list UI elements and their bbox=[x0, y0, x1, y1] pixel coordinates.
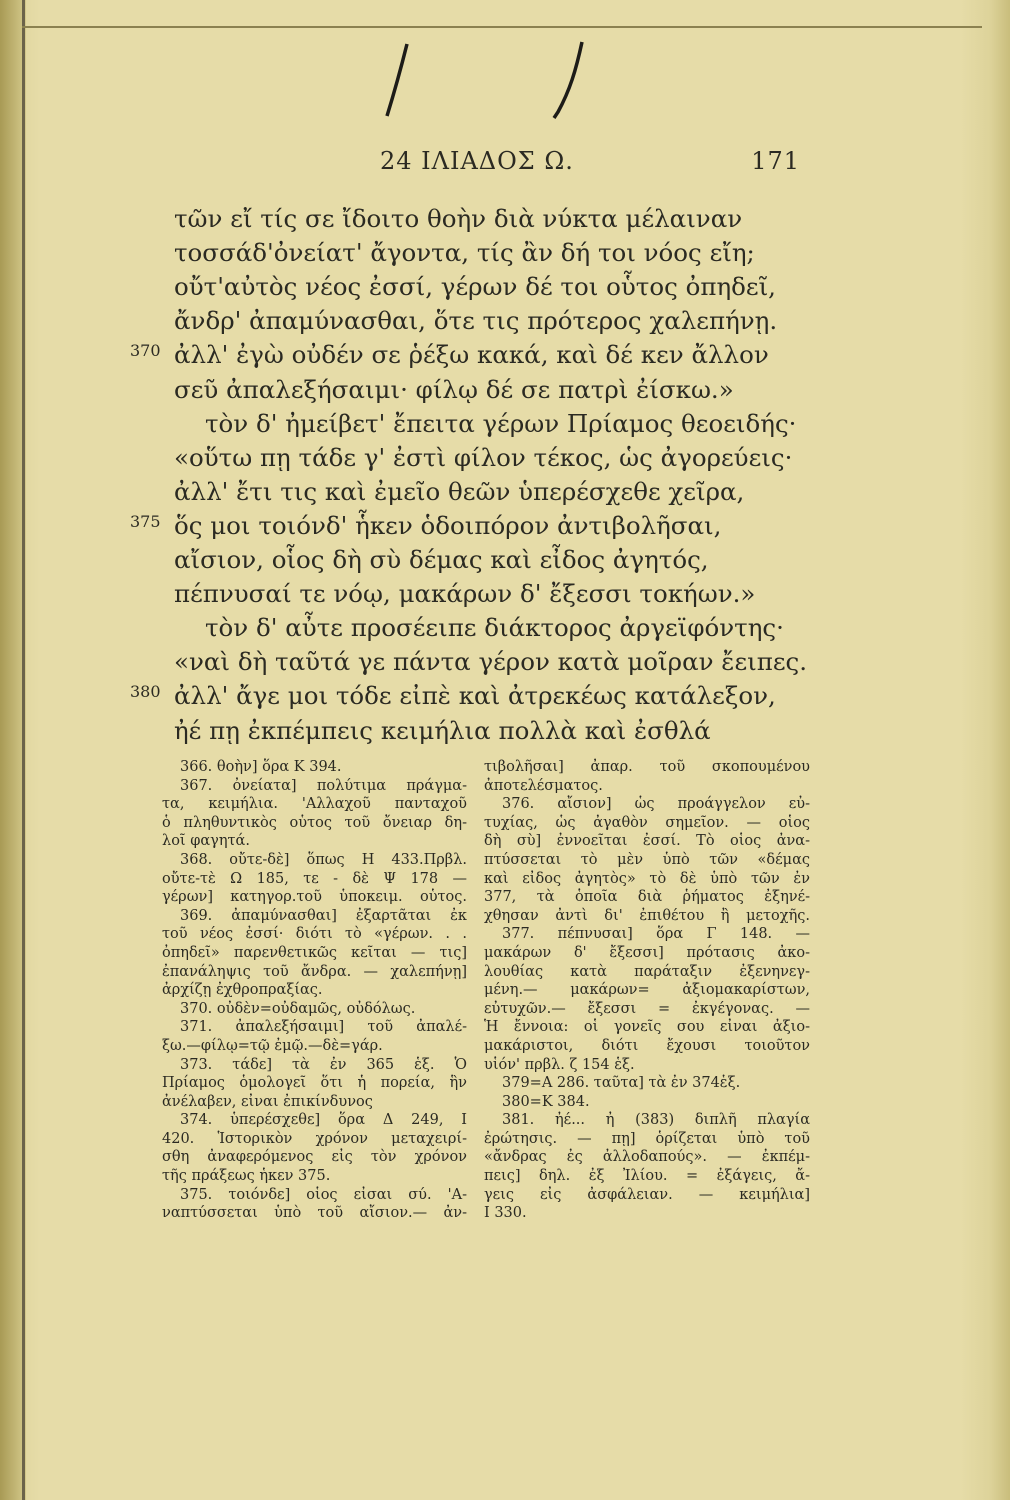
commentary-line: 420. Ἱστορικὸν χρόνον μεταχειρί- bbox=[162, 1130, 467, 1147]
commentary-line: ἀποτελέσματος. bbox=[484, 777, 603, 794]
commentary-line: καὶ εἶδος ἀγητὸς» τὸ δὲ ὑπὸ τῶν ἐν bbox=[484, 870, 810, 887]
verse-line: ἀλλ' ἔτι τις καὶ ἐμεῖο θεῶν ὑπερέσχεθε χεῖρα, bbox=[174, 476, 745, 506]
verse-line: τὸν δ' αὖτε προσέειπε διάκτορος ἀργεϊφόντης· bbox=[205, 613, 784, 643]
top-edge-line bbox=[22, 26, 982, 28]
commentary-line: 373. τάδε] τὰ ἐν 365 ἑξ. Ὁ bbox=[180, 1056, 467, 1073]
commentary-line: 370. οὐδὲν=οὐδαμῶς, οὐδόλως. bbox=[180, 1000, 416, 1017]
verse-line: ἄνδρ' ἀπαμύνασθαι, ὅτε τις πρότερος χαλεπήνῃ. bbox=[174, 306, 778, 336]
page-edge-line bbox=[22, 0, 25, 1500]
commentary-line: τα, κειμήλια. 'Αλλαχοῦ πανταχοῦ bbox=[162, 796, 467, 813]
commentary-right-column bbox=[484, 758, 810, 1223]
commentary-line: 367. ὀνείατα] πολύτιμα πράγμα- bbox=[180, 777, 467, 794]
commentary-line: 369. ἀπαμύνασθαι] ἐξαρτᾶται ἐκ bbox=[180, 907, 467, 924]
verse-line: ἠέ πῃ ἐκπέμπεις κειμήλια πολλὰ καὶ ἐσθλά bbox=[174, 715, 711, 745]
commentary-line: ξω.—φίλῳ=τῷ ἐμῷ.—δὲ=γάρ. bbox=[162, 1037, 383, 1054]
commentary-line: 377, τὰ ὁποῖα διὰ ῥήματος ἐξηνέ- bbox=[484, 889, 810, 906]
commentary-line: εὐτυχῶν.— ἔξεσσι = ἐκγέγονας. — bbox=[484, 1000, 810, 1017]
ink-stroke-mark bbox=[375, 40, 425, 120]
book-title: 24 ΙΛΙΑΔΟΣ Ω. bbox=[380, 147, 574, 175]
commentary-line: ἀνέλαβεν, εἶναι ἐπικίνδυνος bbox=[162, 1093, 373, 1110]
commentary-line: «ἄνδρας ἐς ἀλλοδαπούς». — ἐκπέμ- bbox=[484, 1149, 810, 1166]
commentary-line: λοῖ φαγητά. bbox=[162, 833, 250, 850]
running-header bbox=[380, 147, 800, 187]
commentary-line: τιβολῆσαι] ἀπαρ. τοῦ σκοπουμένου bbox=[484, 759, 810, 775]
verse-line: τῶν εἴ τίς σε ἴδοιτο θοὴν διὰ νύκτα μέλαιναν bbox=[174, 204, 743, 233]
verse-line: πέπνυσαί τε νόῳ, μακάρων δ' ἔξεσσι τοκήων.» bbox=[174, 579, 756, 609]
commentary-line: 368. οὔτε-δὲ] ὅπως Η 433.Πρβλ. bbox=[180, 851, 467, 868]
line-number: 370 bbox=[130, 341, 161, 361]
line-number: 375 bbox=[130, 511, 161, 531]
commentary-line: ἀρχίζῃ ἐχθροπραξίας. bbox=[162, 982, 323, 999]
commentary-line: 366. θοὴν] ὅρα Κ 394. bbox=[180, 759, 342, 775]
page-number: 171 bbox=[751, 147, 800, 175]
line-number: 380 bbox=[130, 682, 161, 702]
commentary-line: μένη.— μακάρων= ἀξιομακαρίστων, bbox=[484, 982, 810, 999]
commentary-line: γέρων] κατηγορ.τοῦ ὑποκειμ. οὗτος. bbox=[162, 889, 467, 906]
commentary-line: μακάριστοι, διότι ἔχουσι τοιοῦτον bbox=[484, 1037, 810, 1054]
verse-line: ὅς μοι τοιόνδ' ἧκεν ὁδοιπόρον ἀντιβολῆσαι, bbox=[174, 510, 722, 540]
commentary-line: τῆς πράξεως ἧκεν 375. bbox=[162, 1168, 331, 1185]
commentary-line: πτύσσεται τὸ μὲν ὑπὸ τῶν «δέμας bbox=[484, 851, 810, 868]
commentary-line: χθησαν ἀντὶ δι' ἐπιθέτου ἢ μετοχῆς. bbox=[484, 907, 810, 924]
commentary-line: μακάρων δ' ἔξεσσι] πρότασις ἀκο- bbox=[484, 944, 810, 961]
verse-line: «οὕτω πῃ τάδε γ' ἐστὶ φίλον τέκος, ὡς ἀγορεύεις· bbox=[174, 442, 793, 472]
commentary-line: υἱόν' πρβλ. ζ 154 ἑξ. bbox=[484, 1056, 635, 1073]
commentary-line: 377. πέπνυσαι] ὅρα Γ 148. — bbox=[502, 926, 810, 943]
commentary-line: 381. ἠέ... ἦ (383) διπλῆ πλαγία bbox=[502, 1112, 810, 1129]
ink-stroke-mark bbox=[540, 40, 600, 120]
commentary-line: 371. ἀπαλεξήσαιμι] τοῦ ἀπαλέ- bbox=[180, 1019, 467, 1036]
commentary-line: γεις εἰς ἀσφάλειαν. — κειμήλια] bbox=[484, 1186, 810, 1203]
commentary-line: δὴ σὺ] ἐννοεῖται ἐσσί. Τὸ οἷος ἀνα- bbox=[484, 833, 810, 850]
commentary-line: 380=Κ 384. bbox=[502, 1093, 590, 1110]
commentary-left-column bbox=[162, 758, 467, 1223]
commentary-line: τοῦ νέος ἐσσί· διότι τὸ «γέρων. . . bbox=[162, 926, 467, 943]
commentary-line: ἐρώτησις. — πῃ] ὁρίζεται ὑπὸ τοῦ bbox=[484, 1130, 810, 1147]
verse-line: τὸν δ' ἠμείβετ' ἔπειτα γέρων Πρίαμος θεοειδής· bbox=[205, 408, 797, 438]
commentary-line: λουθίας κατὰ παράταξιν ἐξενηνεγ- bbox=[484, 963, 810, 980]
verse-line: ἀλλ' ἄγε μοι τόδε εἰπὲ καὶ ἀτρεκέως κατάλεξον, bbox=[174, 681, 776, 711]
verse-line: τοσσάδ'ὀνείατ' ἄγοντα, τίς ἂν δή τοι νόος εἴη; bbox=[174, 238, 755, 268]
commentary-line: ναπτύσσεται ὑπὸ τοῦ αἴσιον.— ἀν- bbox=[162, 1205, 467, 1222]
commentary-line: σθη ἀναφερόμενος εἰς τὸν χρόνον bbox=[162, 1149, 467, 1166]
commentary-line: 379=Α 286. ταῦτα] τὰ ἐν 374ἑξ. bbox=[502, 1075, 741, 1092]
commentary-line: οὔτε-τὲ Ω 185, τε - δὲ Ψ 178 — bbox=[162, 870, 467, 887]
commentary-line: 376. αἴσιον] ὡς προάγγελον εὐ- bbox=[502, 796, 810, 813]
verse-line: «ναὶ δὴ ταῦτά γε πάντα γέρον κατὰ μοῖραν ἔειπες. bbox=[174, 647, 808, 677]
commentary-line: Πρίαμος ὁμολογεῖ ὅτι ἡ πορεία, ἣν bbox=[162, 1075, 467, 1092]
verse-line: σεῦ ἀπαλεξήσαιμι· φίλῳ δέ σε πατρὶ ἐίσκω.» bbox=[174, 374, 734, 404]
commentary-line: τυχίας, ὡς ἀγαθὸν σημεῖον. — οἷος bbox=[484, 814, 810, 831]
commentary-line: 375. τοιόνδε] οἷος εἶσαι σύ. 'Α- bbox=[180, 1186, 467, 1203]
commentary-line: Ἡ ἔννοια: οἱ γονεῖς σου εἶναι ἀξιο- bbox=[484, 1019, 810, 1036]
commentary-line: Ι 330. bbox=[484, 1205, 527, 1222]
commentary-line: 374. ὑπερέσχεθε] ὅρα Δ 249, Ι bbox=[180, 1112, 467, 1129]
verse-line: αἴσιον, οἷος δὴ σὺ δέμας καὶ εἶδος ἀγητός, bbox=[174, 545, 709, 574]
commentary-line: ὀπηδεῖ» παρενθετικῶς κεῖται — τις] bbox=[162, 944, 467, 961]
verse-line: ἀλλ' ἐγὼ οὐδέν σε ῥέξω κακά, καὶ δέ κεν ἄλλον bbox=[174, 340, 769, 370]
commentary-line: πεις] δηλ. ἐξ Ἰλίου. = ἐξάγεις, ἄ- bbox=[484, 1168, 810, 1185]
commentary-line: ὁ πληθυντικὸς οὗτος τοῦ ὄνειαρ δη- bbox=[162, 814, 467, 831]
verse-line: οὔτ'αὐτὸς νέος ἐσσί, γέρων δέ τοι οὗτος ὀπηδεῖ, bbox=[174, 272, 776, 302]
commentary-line: ἐπανάληψις τοῦ ἄνδρα. — χαλεπήνῃ] bbox=[162, 963, 467, 980]
